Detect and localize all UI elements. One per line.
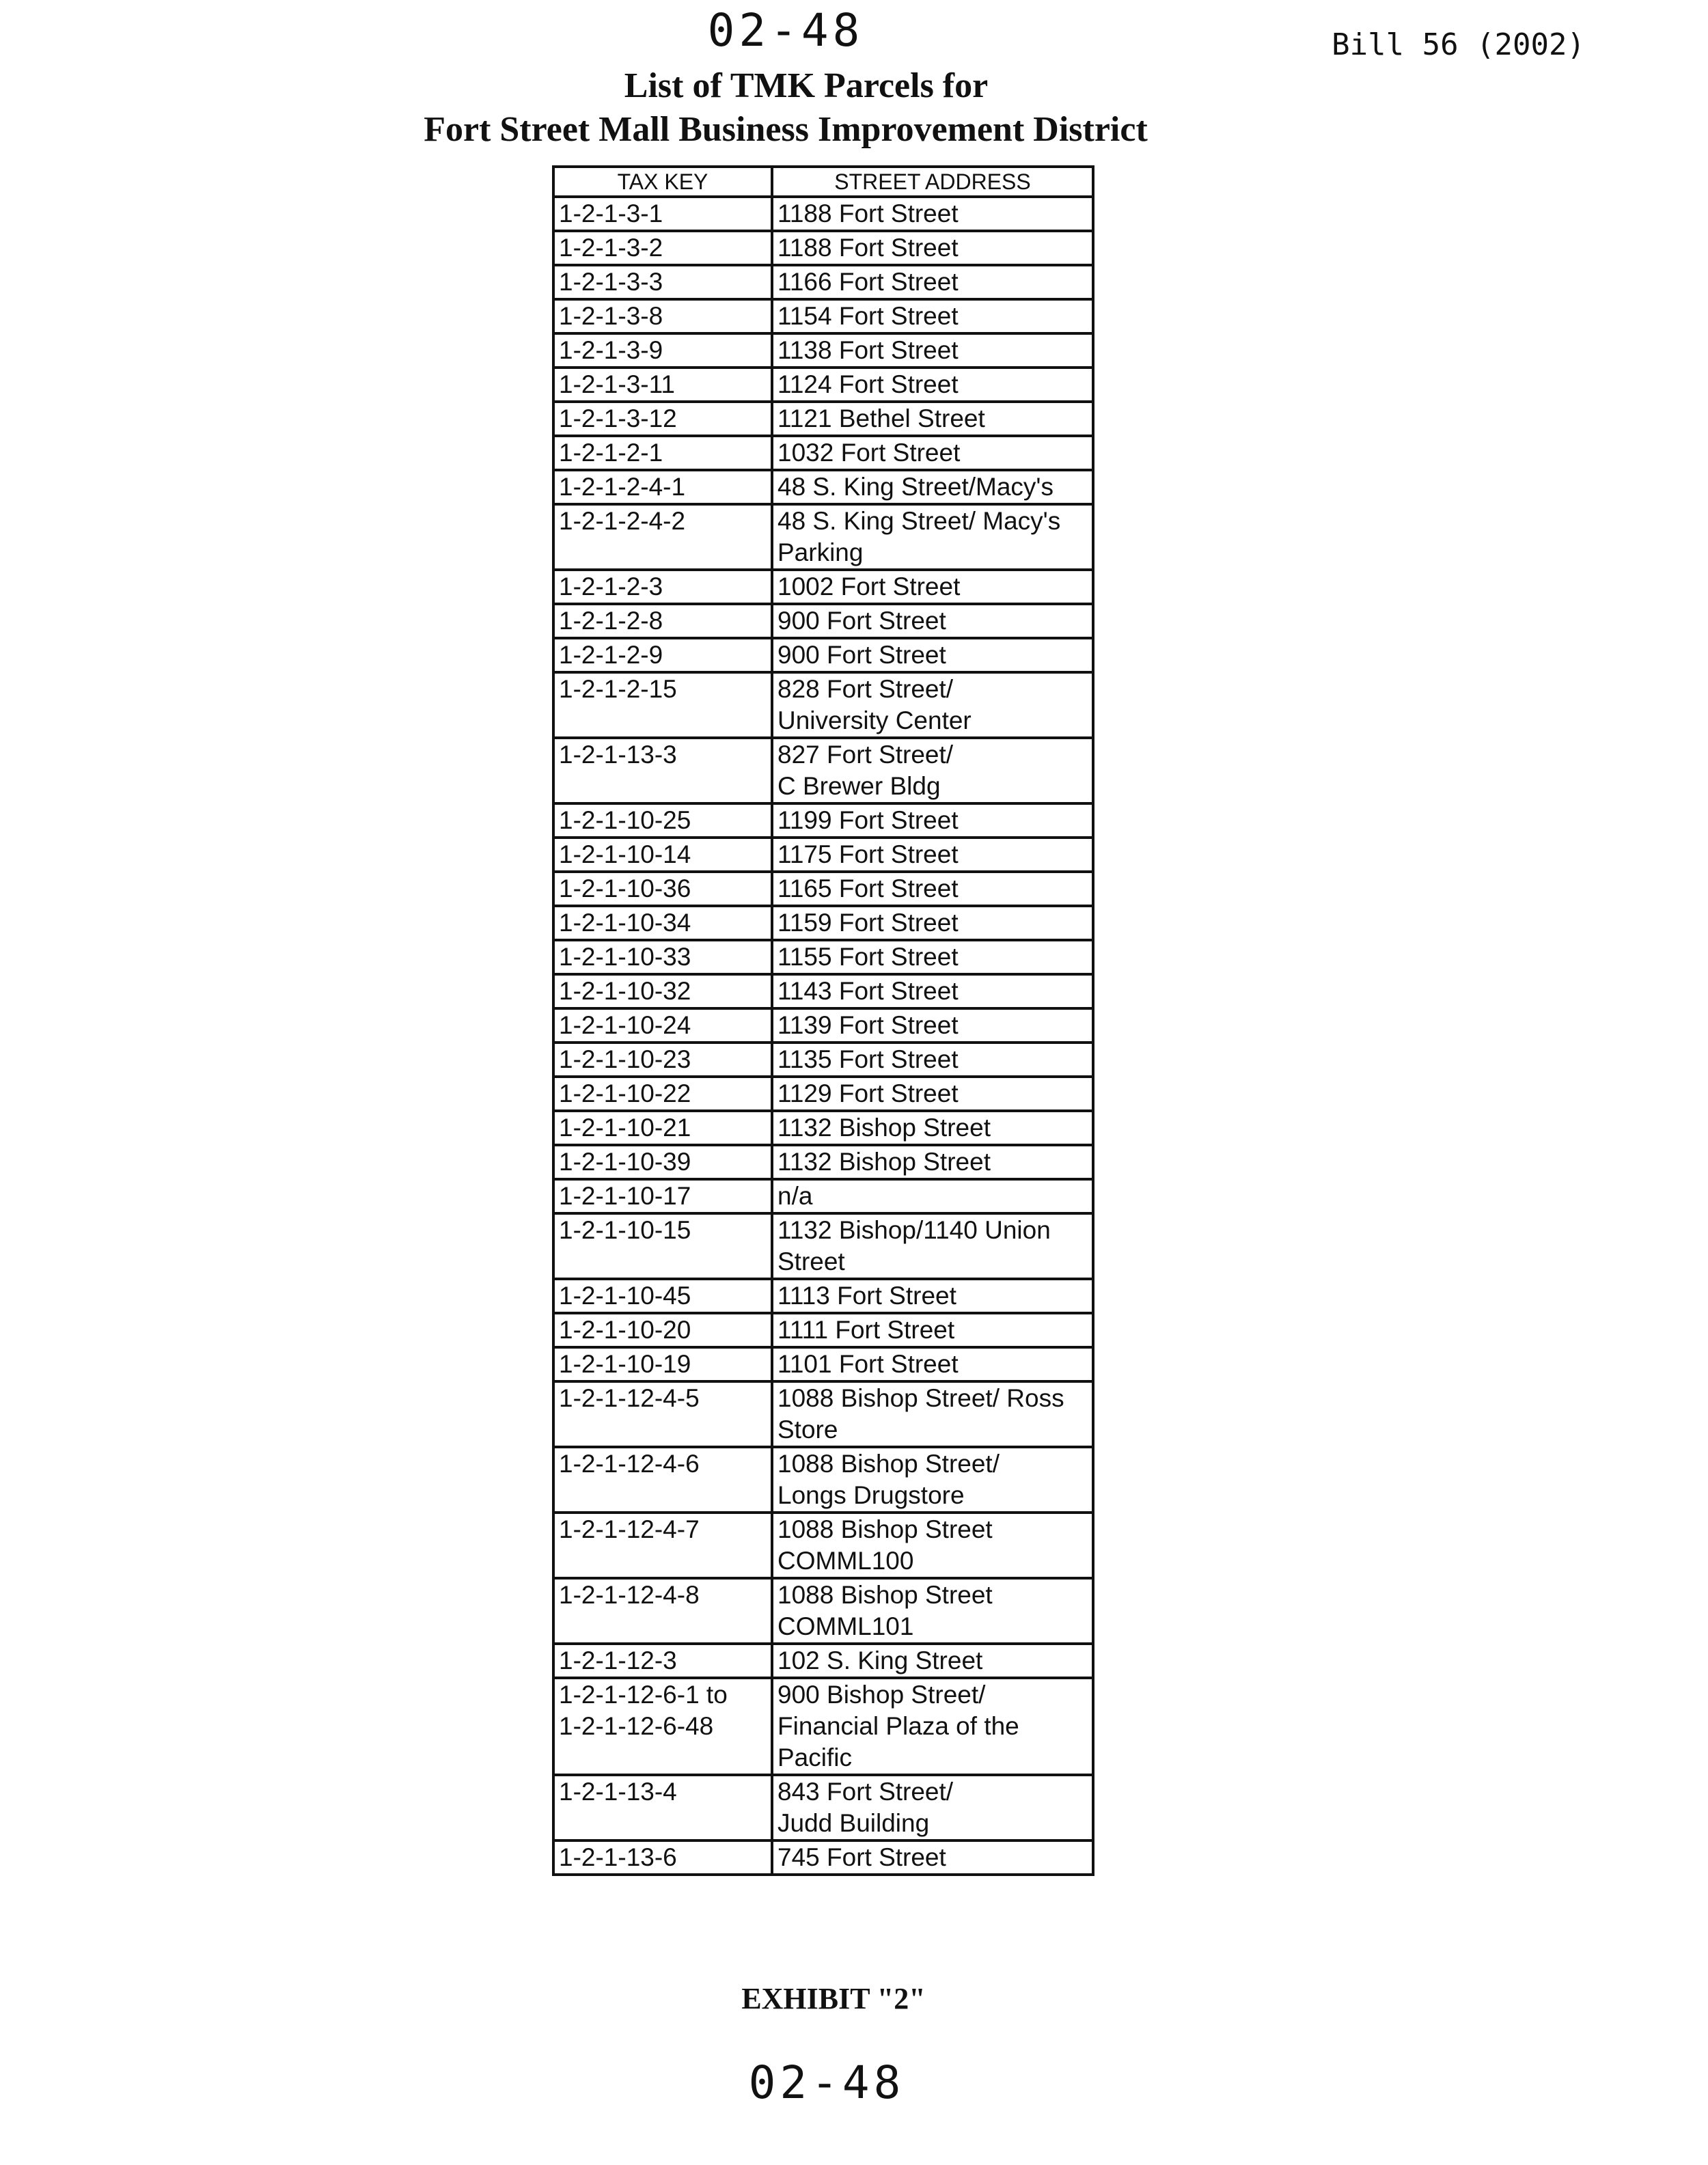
street-address-cell: 1143 Fort Street: [772, 974, 1093, 1008]
tax-key-cell: 1-2-1-12-4-8: [553, 1578, 772, 1644]
table-row: [553, 1644, 1093, 1678]
table-row: [553, 1179, 1093, 1213]
tax-key-cell: 1-2-1-2-4-2: [553, 504, 772, 570]
table-row: [553, 197, 1093, 231]
street-address-cell: 1032 Fort Street: [772, 436, 1093, 470]
street-address-cell: n/a: [772, 1179, 1093, 1213]
table-row: [553, 231, 1093, 265]
street-address-cell: 1088 Bishop Street COMML100: [772, 1513, 1093, 1578]
street-address-cell: 1124 Fort Street: [772, 368, 1093, 402]
column-header-street-address: STREET ADDRESS: [772, 167, 1093, 197]
tax-key-cell: 1-2-1-12-6-1 to 1-2-1-12-6-48: [553, 1678, 772, 1775]
street-address-cell: 827 Fort Street/ C Brewer Bldg: [772, 738, 1093, 803]
table-row: [553, 402, 1093, 436]
page-title-line-2: Fort Street Mall Business Improvement District: [424, 110, 1148, 149]
tax-key-cell: 1-2-1-10-34: [553, 906, 772, 940]
tax-key-cell: 1-2-1-2-4-1: [553, 470, 772, 504]
street-address-cell: 900 Fort Street: [772, 638, 1093, 672]
tax-key-cell: 1-2-1-3-1: [553, 197, 772, 231]
street-address-cell: 1199 Fort Street: [772, 803, 1093, 838]
street-address-cell: 1088 Bishop Street/ Ross Store: [772, 1381, 1093, 1447]
tax-key-cell: 1-2-1-10-32: [553, 974, 772, 1008]
tax-key-cell: 1-2-1-13-6: [553, 1840, 772, 1875]
table-row: [553, 1145, 1093, 1179]
table-row: [553, 604, 1093, 638]
tax-key-cell: 1-2-1-3-3: [553, 265, 772, 299]
street-address-cell: 1132 Bishop Street: [772, 1111, 1093, 1145]
street-address-cell: 1175 Fort Street: [772, 838, 1093, 872]
table-row: [553, 1279, 1093, 1313]
street-address-cell: 745 Fort Street: [772, 1840, 1093, 1875]
table-row: [553, 504, 1093, 570]
table-row: [553, 1578, 1093, 1644]
tax-key-cell: 1-2-1-3-12: [553, 402, 772, 436]
page-title-line-1: List of TMK Parcels for: [624, 66, 989, 105]
street-address-cell: 1188 Fort Street: [772, 231, 1093, 265]
tax-key-cell: 1-2-1-2-9: [553, 638, 772, 672]
table-row: [553, 738, 1093, 803]
tax-key-cell: 1-2-1-2-3: [553, 570, 772, 604]
street-address-cell: 1088 Bishop Street/ Longs Drugstore: [772, 1447, 1093, 1513]
street-address-cell: 1113 Fort Street: [772, 1279, 1093, 1313]
tax-key-cell: 1-2-1-3-11: [553, 368, 772, 402]
table-row: [553, 333, 1093, 368]
table-row: [553, 299, 1093, 333]
tax-key-cell: 1-2-1-13-4: [553, 1775, 772, 1840]
tax-key-cell: 1-2-1-10-22: [553, 1077, 772, 1111]
tax-key-cell: 1-2-1-13-3: [553, 738, 772, 803]
tax-key-cell: 1-2-1-10-24: [553, 1008, 772, 1043]
tax-key-cell: 1-2-1-10-36: [553, 872, 772, 906]
tax-key-cell: 1-2-1-3-9: [553, 333, 772, 368]
document-number-bottom: 02-48: [748, 2056, 905, 2109]
street-address-cell: 1101 Fort Street: [772, 1347, 1093, 1381]
table-row: [553, 265, 1093, 299]
table-row: [553, 570, 1093, 604]
table-row: [553, 974, 1093, 1008]
table-row: [553, 1313, 1093, 1347]
table-row: [553, 803, 1093, 838]
table-row: [553, 1840, 1093, 1875]
tax-key-cell: 1-2-1-12-4-7: [553, 1513, 772, 1578]
table-row: [553, 1381, 1093, 1447]
table-row: [553, 838, 1093, 872]
table-row: [553, 1111, 1093, 1145]
tax-key-cell: 1-2-1-10-17: [553, 1179, 772, 1213]
street-address-cell: 1132 Bishop/1140 Union Street: [772, 1213, 1093, 1279]
tax-key-cell: 1-2-1-2-8: [553, 604, 772, 638]
tax-key-cell: 1-2-1-3-8: [553, 299, 772, 333]
document-number-top: 02-48: [707, 4, 864, 57]
tax-key-cell: 1-2-1-3-2: [553, 231, 772, 265]
exhibit-label: EXHIBIT "2": [741, 1982, 926, 2015]
street-address-cell: 1132 Bishop Street: [772, 1145, 1093, 1179]
street-address-cell: 1002 Fort Street: [772, 570, 1093, 604]
tax-key-cell: 1-2-1-12-3: [553, 1644, 772, 1678]
street-address-cell: 900 Bishop Street/ Financial Plaza of the Pacific: [772, 1678, 1093, 1775]
table-row: [553, 1775, 1093, 1840]
parcel-table: [552, 165, 1094, 1876]
street-address-cell: 1088 Bishop Street COMML101: [772, 1578, 1093, 1644]
tax-key-cell: 1-2-1-10-25: [553, 803, 772, 838]
tax-key-cell: 1-2-1-10-23: [553, 1043, 772, 1077]
table-row: [553, 1347, 1093, 1381]
table-row: [553, 940, 1093, 974]
street-address-cell: 828 Fort Street/ University Center: [772, 672, 1093, 738]
tax-key-cell: 1-2-1-10-14: [553, 838, 772, 872]
tax-key-cell: 1-2-1-12-4-6: [553, 1447, 772, 1513]
table-row: [553, 906, 1093, 940]
street-address-cell: 1121 Bethel Street: [772, 402, 1093, 436]
street-address-cell: 1165 Fort Street: [772, 872, 1093, 906]
table-row: [553, 1077, 1093, 1111]
tax-key-cell: 1-2-1-10-19: [553, 1347, 772, 1381]
tax-key-cell: 1-2-1-2-15: [553, 672, 772, 738]
street-address-cell: 48 S. King Street/ Macy's Parking: [772, 504, 1093, 570]
street-address-cell: 1159 Fort Street: [772, 906, 1093, 940]
street-address-cell: 1139 Fort Street: [772, 1008, 1093, 1043]
table-header-row: [553, 167, 1093, 197]
table-body: [553, 197, 1093, 1875]
tax-key-cell: 1-2-1-10-20: [553, 1313, 772, 1347]
tax-key-cell: 1-2-1-2-1: [553, 436, 772, 470]
table-row: [553, 1447, 1093, 1513]
table-row: [553, 1513, 1093, 1578]
street-address-cell: 102 S. King Street: [772, 1644, 1093, 1678]
street-address-cell: 900 Fort Street: [772, 604, 1093, 638]
table-row: [553, 470, 1093, 504]
street-address-cell: 1188 Fort Street: [772, 197, 1093, 231]
tax-key-cell: 1-2-1-10-21: [553, 1111, 772, 1145]
table-row: [553, 436, 1093, 470]
street-address-cell: 1129 Fort Street: [772, 1077, 1093, 1111]
street-address-cell: 1154 Fort Street: [772, 299, 1093, 333]
street-address-cell: 1138 Fort Street: [772, 333, 1093, 368]
table-row: [553, 872, 1093, 906]
table-row: [553, 1043, 1093, 1077]
street-address-cell: 1166 Fort Street: [772, 265, 1093, 299]
bill-reference: Bill 56 (2002): [1332, 27, 1585, 62]
tax-key-cell: 1-2-1-12-4-5: [553, 1381, 772, 1447]
tax-key-cell: 1-2-1-10-45: [553, 1279, 772, 1313]
table-row: [553, 368, 1093, 402]
table-row: [553, 1008, 1093, 1043]
street-address-cell: 1135 Fort Street: [772, 1043, 1093, 1077]
table-row: [553, 672, 1093, 738]
street-address-cell: 1155 Fort Street: [772, 940, 1093, 974]
table-row: [553, 1678, 1093, 1775]
tax-key-cell: 1-2-1-10-39: [553, 1145, 772, 1179]
table-row: [553, 1213, 1093, 1279]
tax-key-cell: 1-2-1-10-15: [553, 1213, 772, 1279]
column-header-tax-key: TAX KEY: [553, 167, 772, 197]
table-row: [553, 638, 1093, 672]
street-address-cell: 1111 Fort Street: [772, 1313, 1093, 1347]
street-address-cell: 843 Fort Street/ Judd Building: [772, 1775, 1093, 1840]
tax-key-cell: 1-2-1-10-33: [553, 940, 772, 974]
street-address-cell: 48 S. King Street/Macy's: [772, 470, 1093, 504]
